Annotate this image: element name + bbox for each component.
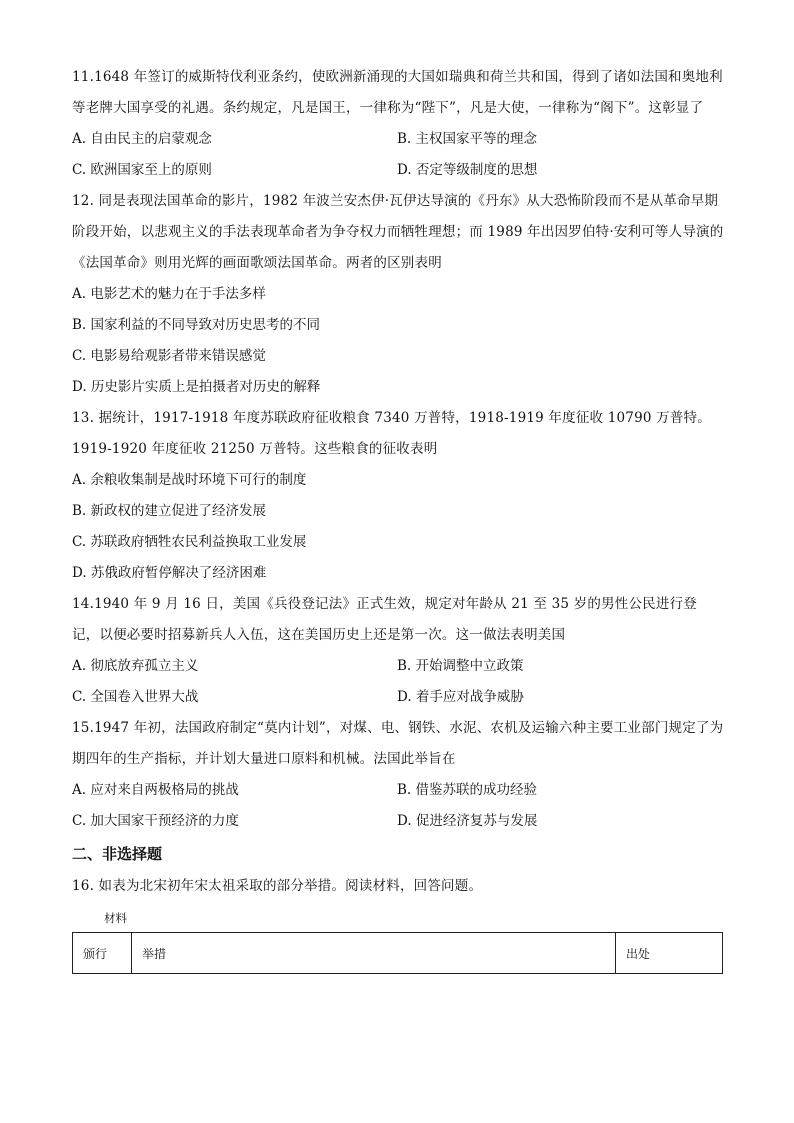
question-11-option-b[interactable]: B. 主权国家平等的理念 [397, 131, 538, 147]
question-15-option-a[interactable]: A. 应对来自两极格局的挑战 [72, 782, 239, 798]
question-14-option-a[interactable]: A. 彻底放弃孤立主义 [72, 658, 199, 674]
material-caption: 材料 [104, 911, 127, 925]
question-13-option-c[interactable]: C. 苏联政府牺牲农民利益换取工业发展 [72, 534, 307, 550]
question-15-stem: 15.1947 年初，法国政府制定“莫内计划”，对煤、电、钢铁、水泥、农机及运输六种主要工业部门规定了为期四年的生产指标，并计划大量进口原料和机械。法国此举旨在 [72, 720, 724, 767]
question-11-option-c[interactable]: C. 欧洲国家至上的原则 [72, 162, 212, 178]
material-table [72, 932, 723, 974]
question-15-option-c[interactable]: C. 加大国家干预经济的力度 [72, 813, 239, 829]
question-14-option-c[interactable]: C. 全国卷入世界大战 [72, 689, 199, 705]
question-15-options-row-1 [72, 775, 724, 806]
table-header-cell: 颁行 [73, 933, 132, 974]
question-12-option-d[interactable]: D. 历史影片实质上是拍摄者对历史的解释 [72, 379, 321, 395]
question-14-stem: 14.1940 年 9 月 16 日，美国《兵役登记法》正式生效，规定对年龄从 21 至 35 岁的男性公民进行登记，以便必要时招募新兵人入伍，这在美国历史上还是第一次。这一做法表明美国 [72, 596, 697, 643]
exam-page [72, 62, 724, 974]
question-14-option-b[interactable]: B. 开始调整中立政策 [397, 658, 524, 674]
question-13-option-d[interactable]: D. 苏俄政府暂停解决了经济困难 [72, 565, 267, 581]
question-12-option-b[interactable]: B. 国家利益的不同导致对历史思考的不同 [72, 317, 321, 333]
question-15-option-b[interactable]: B. 借鉴苏联的成功经验 [397, 782, 538, 798]
table-header-cell: 出处 [616, 933, 723, 974]
question-11-option-a[interactable]: A. 自由民主的启蒙观念 [72, 131, 212, 147]
question-13-option-a[interactable]: A. 余粮收集制是战时环境下可行的制度 [72, 472, 307, 488]
question-12-option-a[interactable]: A. 电影艺术的魅力在于手法多样 [72, 286, 266, 302]
question-14-options-row-2 [72, 682, 724, 713]
question-12-stem: 12. 同是表现法国革命的影片，1982 年波兰安杰伊·瓦伊达导演的《丹东》从大恐怖阶段而不是从革命早期阶段开始，以悲观主义的手法表现革命者为争夺权力而牺牲理想；而 1989 年出因罗伯特·安利可等人导演的《法国革命》则用光辉的画面歌颂法国革命。两者的区别表明 [72, 193, 724, 271]
question-12-option-c[interactable]: C. 电影易给观影者带来错误感觉 [72, 348, 266, 364]
table-header-cell: 举措 [132, 933, 616, 974]
question-13-option-b[interactable]: B. 新政权的建立促进了经济发展 [72, 503, 267, 519]
question-11-option-d[interactable]: D. 否定等级制度的思想 [397, 162, 538, 178]
question-11-stem: 11.1648 年签订的威斯特伐利亚条约，使欧洲新涌现的大国如瑞典和荷兰共和国，得到了诸如法国和奥地利等老牌大国享受的礼遇。条约规定，凡是国王，一律称为“陛下”，凡是大使，一律称为“阁下”。这彰显了 [72, 69, 723, 116]
question-14-option-d[interactable]: D. 着手应对战争威胁 [397, 689, 524, 705]
question-11-options-row-1 [72, 124, 724, 155]
question-15-option-d[interactable]: D. 促进经济复苏与发展 [397, 813, 538, 829]
question-13-stem: 13. 据统计，1917-1918 年度苏联政府征收粮食 7340 万普特，1918-1919 年度征收 10790 万普特。1919-1920 年度征收 21250 万普特。这些粮食的征收表明 [72, 410, 711, 457]
question-16-stem: 16. 如表为北宋初年宋太祖采取的部分举措。阅读材料，回答问题。 [72, 878, 483, 894]
table-header-row [73, 933, 723, 974]
question-14-options-row-1 [72, 651, 724, 682]
section-title: 二、非选择题 [72, 845, 163, 863]
question-11-options-row-2 [72, 155, 724, 186]
question-15-options-row-2 [72, 806, 724, 837]
